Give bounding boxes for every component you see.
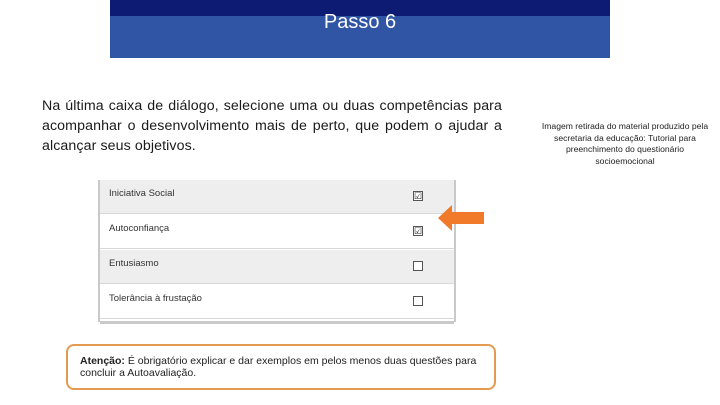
embedded-screenshot xyxy=(66,172,508,405)
table-row[interactable] xyxy=(100,180,454,214)
table-row[interactable] xyxy=(100,285,454,319)
pointer-arrow-icon xyxy=(438,205,484,231)
row-label: Autoconfiança xyxy=(109,223,170,234)
table-row[interactable] xyxy=(100,215,454,249)
image-credit: Imagem retirada do material produzido pela secretaria da educação: Tutorial para preenchimento do questionário socioemocional xyxy=(541,121,709,166)
warning-text: É obrigatório explicar e dar exemplos em pelos menos duas questões para concluir a Autoavaliação. xyxy=(80,355,477,379)
warning-box xyxy=(66,344,496,390)
row-label: Tolerância à frustação xyxy=(109,293,202,304)
row-label: Entusiasmo xyxy=(109,258,159,269)
warning-label: Atenção: xyxy=(80,355,125,367)
instruction-text: Na última caixa de diálogo, selecione uma ou duas competências para acompanhar o desenvolvimento mais de perto, que podem o ajudar a alcançar seus objetivos. xyxy=(42,98,502,154)
row-label: Iniciativa Social xyxy=(109,188,175,199)
competencies-table xyxy=(98,180,456,322)
title-banner xyxy=(110,0,610,58)
page-title: Passo 6 xyxy=(323,11,397,33)
checkbox-checked[interactable]: ☑ xyxy=(414,226,423,236)
checkbox-checked[interactable]: ☑ xyxy=(414,191,423,201)
checkbox-unchecked[interactable] xyxy=(413,296,423,306)
checkbox-unchecked[interactable] xyxy=(413,261,423,271)
table-scroll-edge xyxy=(100,321,454,324)
table-row[interactable] xyxy=(100,250,454,284)
